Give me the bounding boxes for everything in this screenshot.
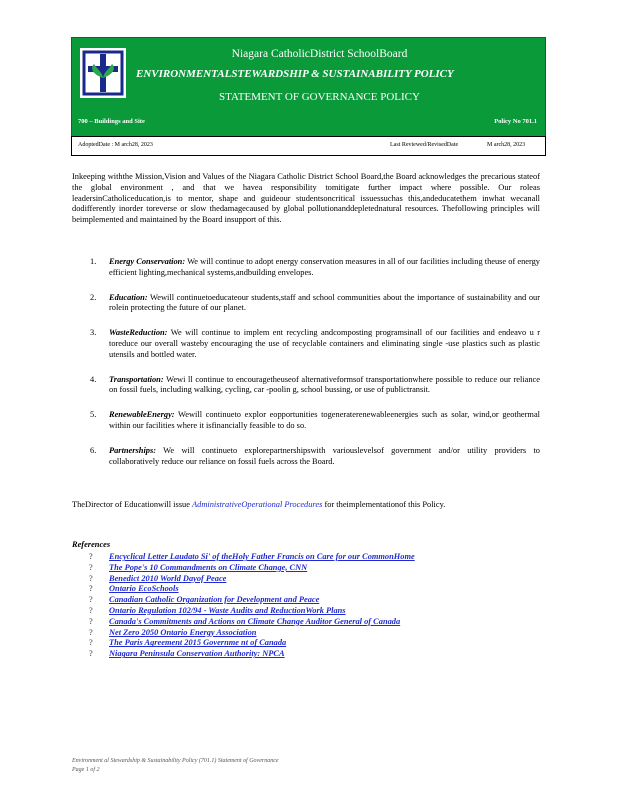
director-text-after: for theimplementationof this Policy. <box>322 500 446 509</box>
principle-item <box>72 293 540 315</box>
principle-item <box>72 328 540 360</box>
principle-text: Wewi ll continue to encouragetheuseof alternativeformsof transportationwhere possible to reduce our reliance on fossil fuels, including walking, cycling, car -poolin g, school bussing, or use of publictransit. <box>109 374 540 395</box>
reference-item <box>72 552 540 563</box>
intro-paragraph: Inkeeping withthe Mission,Vision and Values of the Niagara Catholic District School Board,the Board acknowledges the precarious stateof the global environment , and that we havea responsibility tomitigate further impact where possible. Our roleas leadersinCatholiceducation,is to mentor, shape and guideour studentsoncritical issuessuchas this,andeducatethem inwhat wecanall dodifferently inorder toreverse or slow thedamagecaused by global pollutionanddepletednatural resources. Thefollowing principles will beimplemented and maintained by the Board insupport of this. <box>72 172 540 225</box>
principle-text: We will continueto explorepartnershipswith variouslevelsof government and/or utility providers to collaboratively reduce our reliance on fossil fuels across the Board. <box>109 445 540 466</box>
reference-item <box>72 595 540 606</box>
bullet-icon: ? <box>89 573 93 583</box>
reference-link[interactable]: Ontario EcoSchools <box>109 584 179 594</box>
principle-number: 6. <box>90 445 97 455</box>
bullet-icon: ? <box>89 595 93 605</box>
reference-link[interactable]: Benedict 2010 World Dayof Peace <box>109 573 227 583</box>
principle-text: Wewill continuetoeducateour students,staff and school communities about the importance of sustainability and our rolein protecting the future of our planet. <box>109 292 540 313</box>
revised-label: Last Reviewed/RevisedDate <box>390 142 459 148</box>
principle-term: Energy Conservation: <box>109 257 186 266</box>
principle-number: 2. <box>90 292 97 302</box>
reference-item <box>72 606 540 617</box>
bullet-icon: ? <box>89 552 93 561</box>
references-list <box>72 552 540 660</box>
board-name: Niagara CatholicDistrict SchoolBoard <box>231 48 408 60</box>
policy-number: Policy No 701.1 <box>494 118 537 125</box>
principles-list <box>72 257 540 481</box>
reference-item <box>72 638 540 649</box>
bullet-icon: ? <box>89 562 93 572</box>
reference-link[interactable]: The Pope's 10 Commandments on Climate Change, CNN <box>109 562 308 572</box>
adopted-date: AdoptedDate : M arch28, 2023 <box>78 142 153 148</box>
header-banner <box>71 37 546 137</box>
principle-number: 5. <box>90 410 97 420</box>
revised-date: M arch28, 2023 <box>487 142 526 148</box>
reference-item <box>72 574 540 585</box>
principle-text: We will continue to implem ent recycling andcomposting programsinall of our facilities and endeavo u r toreduce our overall wasteby encouraging the use of recyclable containers and eliminating single -use plastics such as plastic utensils and bottled water. <box>109 328 540 359</box>
principle-item <box>72 446 540 468</box>
director-paragraph <box>72 500 540 511</box>
reference-link[interactable]: Ontario Regulation 102/94 - Waste Audits and ReductionWork Plans <box>109 605 346 615</box>
principle-term: RenewableEnergy: <box>109 410 175 420</box>
principle-item <box>72 410 540 432</box>
reference-link[interactable]: Canada's Commitments and Actions on Climate Change Auditor General of Canada <box>109 616 401 626</box>
director-text-before: TheDirector of Educationwill issue <box>72 500 193 509</box>
policy-title: ENVIRONMENTALSTEWARDSHIP & SUSTAINABILITY POLICY <box>136 68 454 80</box>
policy-header <box>71 37 546 169</box>
reference-item <box>72 649 540 660</box>
references-heading: References <box>72 540 111 549</box>
principle-item <box>72 257 540 279</box>
reference-item <box>72 617 540 628</box>
policy-section: 700 – Buildings and Site <box>78 118 145 125</box>
bullet-icon: ? <box>89 605 93 615</box>
reference-link[interactable]: Canadian Catholic Organization for Development and Peace <box>109 595 320 605</box>
principle-text: We will continue to adopt energy conservation measures in all of our facilities including theuse of energy efficient lighting,mechanical systems,andbuilding envelopes. <box>109 257 540 277</box>
reference-link[interactable]: Niagara Peninsula Conservation Authority: NPCA <box>109 649 285 659</box>
principle-text: Wewill continueto explor eopportunities togeneraterenewableenergies such as solar, wind,or geothermal within our facilities where it isfinancially feasible to do so. <box>109 410 540 430</box>
page-number: Page 1 of 2 <box>72 766 100 773</box>
principle-number: 1. <box>90 257 97 266</box>
reference-link[interactable]: Encyclical Letter Laudato Si' of theHoly Father Francis on Care for our CommonHome <box>109 552 415 561</box>
bullet-icon: ? <box>89 616 93 626</box>
principle-number: 4. <box>90 374 97 384</box>
bullet-icon: ? <box>89 649 93 659</box>
principle-item <box>72 375 540 397</box>
bullet-icon: ? <box>89 638 93 648</box>
reference-item <box>72 563 540 574</box>
date-box <box>71 136 546 156</box>
reference-link[interactable]: Net Zero 2050 Ontario Energy Association <box>109 627 257 637</box>
principle-term: Transportation: <box>109 374 164 384</box>
footer-title: Environment al Stewardship & Sustainability Policy (701.1) Statement of Governance <box>72 758 279 764</box>
bullet-icon: ? <box>89 584 93 594</box>
principle-term: Partnerships: <box>109 445 157 455</box>
principle-term: Education: <box>109 292 148 302</box>
reference-item <box>72 584 540 595</box>
procedures-link[interactable]: AdministrativeOperational Procedures <box>192 500 323 509</box>
principle-number: 3. <box>90 328 97 338</box>
bullet-icon: ? <box>89 627 93 637</box>
page-footer <box>72 757 279 774</box>
policy-subtitle: STATEMENT OF GOVERNANCE POLICY <box>219 91 420 103</box>
reference-link[interactable]: The Paris Agreement 2015 Governme nt of Canada <box>109 638 287 648</box>
reference-item <box>72 628 540 639</box>
principle-term: WasteReduction: <box>109 328 168 338</box>
